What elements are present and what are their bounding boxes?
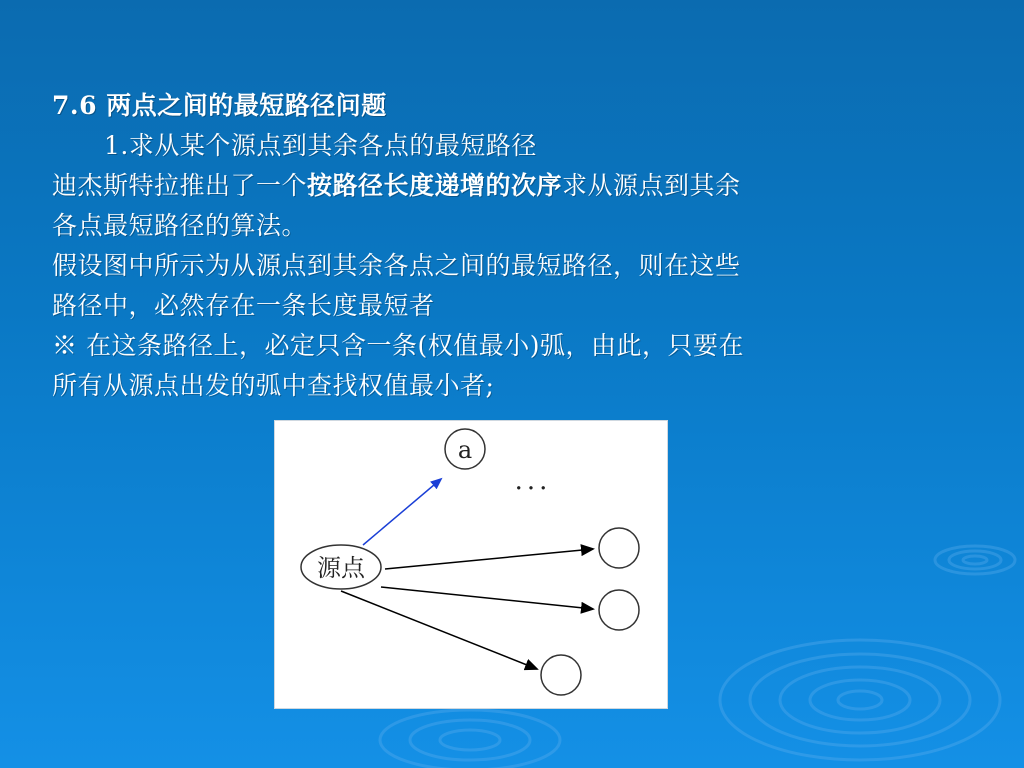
ellipsis-dots: ··· [514,474,552,504]
slide-subtitle: 1.求从某个源点到其余各点的最短路径 [104,131,537,160]
slide-content [52,86,992,406]
paragraph-1-emphasis: 按路径长度递增的次序 [307,171,563,200]
slide-title: 7.6 两点之间的最短路径问题 [52,91,387,120]
paragraph-1-pre: 迪杰斯特拉推出了一个 [52,171,308,200]
graph-diagram [275,421,667,708]
paragraph-2-line-1: 假设图中所示为从源点到其余各点之间的最短路径，则在这些 [52,251,741,280]
arc-source-to-node-2 [381,587,593,609]
source-node-label: 源点 [317,554,365,582]
node-2 [599,590,639,630]
paragraph-1-post: 求从源点到其余 [562,171,741,200]
shortest-path-figure [274,420,668,709]
paragraph-2-line-2: 路径中，必然存在一条长度最短者 [52,291,435,320]
arc-source-to-node-3 [341,591,537,669]
arc-source-to-node-1 [385,549,593,569]
arc-source-to-a [363,479,441,545]
node-1 [599,528,639,568]
paragraph-1-line-2: 各点最短路径的算法。 [52,211,308,240]
node-a-label: a [457,436,473,464]
paragraph-3-line-1: ※ 在这条路径上，必定只含一条(权值最小)弧，由此，只要在 [52,331,744,360]
node-3 [541,655,581,695]
paragraph-1-line-1 [52,166,992,206]
paragraph-3-line-2: 所有从源点出发的弧中查找权值最小者; [52,371,495,400]
